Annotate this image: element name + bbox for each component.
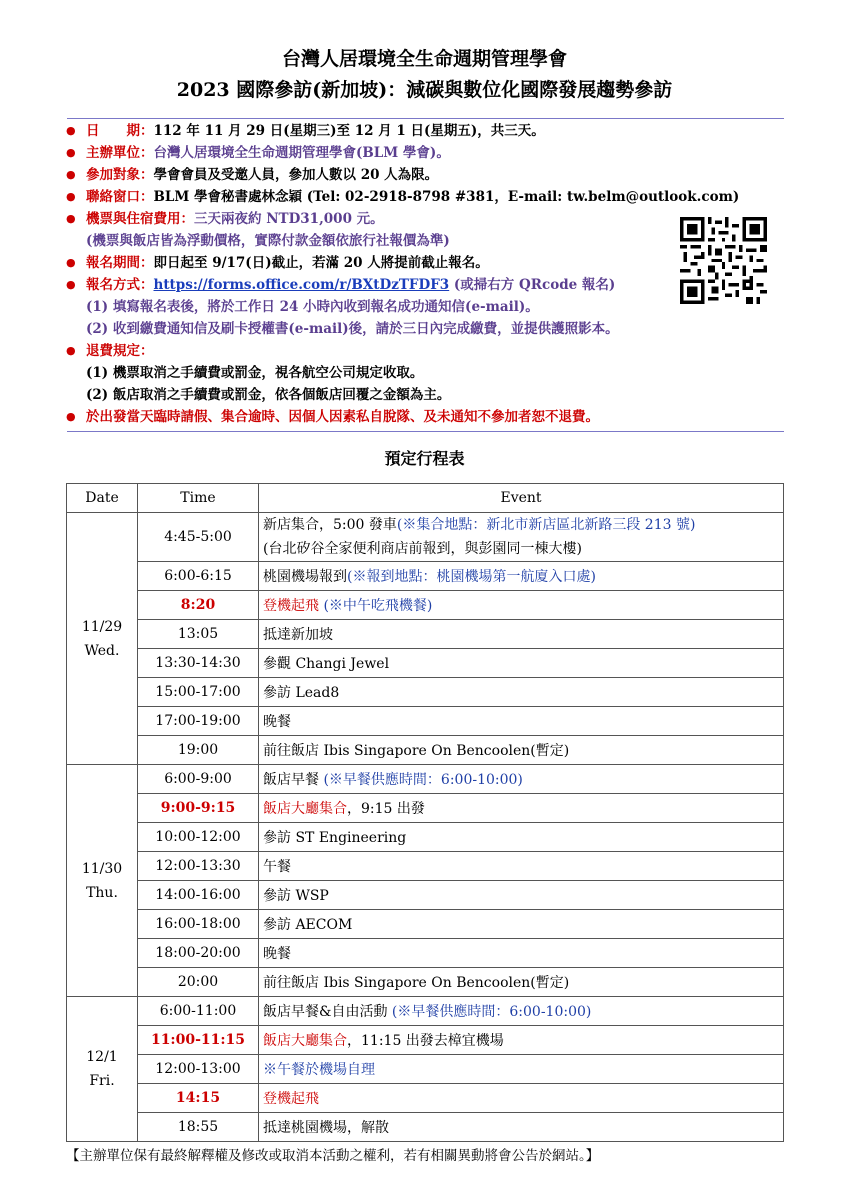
- bullet-icon: ●: [66, 256, 76, 269]
- footer-notice: 【主辦單位保有最終解釋權及修改或取消本活動之權利，若有相關異動將會公告於網站。】: [66, 1148, 600, 1164]
- mid-divider: [67, 431, 784, 432]
- time-cell: 8:20: [138, 591, 259, 620]
- event-cell: 參訪 WSP: [259, 881, 784, 910]
- event-cell: 飯店早餐&自由活動 (※早餐供應時間：6:00-10:00): [259, 997, 784, 1026]
- info-method-note1: (1) 填寫報名表後，將於工作日 24 小時內收到報名成功通知信(e-mail)。: [86, 299, 539, 315]
- table-row: [67, 649, 784, 678]
- event-cell: 飯店早餐 (※早餐供應時間：6:00-10:00): [259, 765, 784, 794]
- table-row: [67, 765, 784, 794]
- table-row: [67, 1084, 784, 1113]
- time-cell: 13:05: [138, 620, 259, 649]
- table-row: [67, 513, 784, 562]
- table-row: [67, 1055, 784, 1084]
- page-title: 台灣人居環境全生命週期管理學會: [281, 48, 567, 70]
- table-row: [67, 1026, 784, 1055]
- event-cell: 午餐: [259, 852, 784, 881]
- event-cell: 晚餐: [259, 939, 784, 968]
- bullet-icon: ●: [66, 124, 76, 137]
- table-row: [67, 707, 784, 736]
- time-cell: 20:00: [138, 968, 259, 997]
- time-cell: 6:00-6:15: [138, 562, 259, 591]
- event-cell: 登機起飛: [259, 1084, 784, 1113]
- event-cell: 前往飯店 Ibis Singapore On Bencoolen(暫定): [259, 736, 784, 765]
- time-cell: 11:00-11:15: [138, 1026, 259, 1055]
- time-cell: 13:30-14:30: [138, 649, 259, 678]
- event-cell: 抵達桃園機場，解散: [259, 1113, 784, 1142]
- date-cell-day3: 12/1 Fri.: [67, 997, 138, 1142]
- bullet-icon: ●: [66, 146, 76, 159]
- info-method-note2: (2) 收到繳費通知信及刷卡授權書(e-mail)後，請於三日內完成繳費，並提供護照影本。: [86, 321, 619, 337]
- time-cell: 14:00-16:00: [138, 881, 259, 910]
- table-row: [67, 678, 784, 707]
- table-row: [67, 823, 784, 852]
- registration-link[interactable]: https://forms.office.com/r/BXtDzTFDF3: [153, 277, 450, 293]
- event-cell: ※午餐於機場自理: [259, 1055, 784, 1084]
- time-cell: 19:00: [138, 736, 259, 765]
- table-header-row: [67, 484, 784, 513]
- time-cell: 10:00-12:00: [138, 823, 259, 852]
- event-cell: 參觀 Changi Jewel: [259, 649, 784, 678]
- time-cell: 16:00-18:00: [138, 910, 259, 939]
- info-section: [66, 120, 786, 428]
- table-row: [67, 852, 784, 881]
- info-warning: ● 於出發當天臨時請假、集合逾時、因個人因素私自脫隊、及未通知不參加者恕不退費。: [66, 406, 786, 428]
- time-cell: 18:00-20:00: [138, 939, 259, 968]
- bullet-icon: ●: [66, 190, 76, 203]
- time-cell: 15:00-17:00: [138, 678, 259, 707]
- bullet-icon: ●: [66, 344, 76, 357]
- schedule-title: 預定行程表: [384, 449, 465, 468]
- bullet-icon: ●: [66, 212, 76, 225]
- table-row: [67, 620, 784, 649]
- table-row: [67, 736, 784, 765]
- bullet-icon: ●: [66, 168, 76, 181]
- col-event-header: Event: [259, 484, 784, 513]
- page-subtitle: 2023 國際參訪(新加坡)：減碳與數位化國際發展趨勢參訪: [176, 79, 673, 101]
- time-cell: 6:00-9:00: [138, 765, 259, 794]
- bullet-icon: ●: [66, 410, 76, 423]
- col-time-header: Time: [138, 484, 259, 513]
- date-cell-day2: 11/30 Thu.: [67, 765, 138, 997]
- table-row: [67, 562, 784, 591]
- event-cell: 登機起飛 (※中午吃飛機餐): [259, 591, 784, 620]
- schedule-table: [66, 483, 784, 1142]
- table-row: [67, 794, 784, 823]
- info-period: ● 報名期間： 即日起至 9/17(日)截止，若滿 20 人將提前截止報名。: [66, 252, 786, 274]
- table-row: [67, 968, 784, 997]
- table-row: [67, 1113, 784, 1142]
- top-divider: [67, 118, 784, 119]
- info-refund: ● 退費規定：: [66, 340, 786, 362]
- table-row: [67, 881, 784, 910]
- time-cell: 14:15: [138, 1084, 259, 1113]
- time-cell: 18:55: [138, 1113, 259, 1142]
- col-date-header: Date: [67, 484, 138, 513]
- time-cell: 4:45-5:00: [138, 513, 259, 562]
- date-cell-day1: 11/29 Wed.: [67, 513, 138, 765]
- event-cell: 前往飯店 Ibis Singapore On Bencoolen(暫定): [259, 968, 784, 997]
- info-contact: ● 聯絡窗口： BLM 學會秘書處林念穎 (Tel: 02-2918-8798 #381，E-mail: tw.belm@outlook.com): [66, 186, 786, 208]
- bullet-icon: ●: [66, 278, 76, 291]
- info-refund-note2: (2) 飯店取消之手續費或罰金，依各個飯店回覆之金額為主。: [86, 387, 451, 403]
- info-refund-note1: (1) 機票取消之手續費或罰金，視各航空公司規定收取。: [86, 365, 424, 381]
- event-cell: 飯店大廳集合，9:15 出發: [259, 794, 784, 823]
- info-method: ● 報名方式： https://forms.office.com/r/BXtDzTFDF3 (或掃右方 QRcode 報名): [66, 274, 786, 296]
- event-cell: 新店集合，5:00 發車(※集合地點：新北市新店區北新路三段 213 號) (台北矽谷全家便利商店前報到，與彭園同一棟大樓): [259, 513, 784, 562]
- event-cell: 飯店大廳集合，11:15 出發去樟宜機場: [259, 1026, 784, 1055]
- info-organizer: ● 主辦單位： 台灣人居環境全生命週期管理學會(BLM 學會)。: [66, 142, 786, 164]
- table-row: [67, 939, 784, 968]
- info-participants: ● 參加對象： 學會會員及受邀人員，參加人數以 20 人為限。: [66, 164, 786, 186]
- event-cell: 桃園機場報到(※報到地點：桃園機場第一航廈入口處): [259, 562, 784, 591]
- table-row: [67, 910, 784, 939]
- table-row: [67, 997, 784, 1026]
- info-fee-note: (機票與飯店皆為浮動價格，實際付款金額依旅行社報價為準): [86, 233, 450, 249]
- time-cell: 9:00-9:15: [138, 794, 259, 823]
- time-cell: 6:00-11:00: [138, 997, 259, 1026]
- time-cell: 12:00-13:30: [138, 852, 259, 881]
- event-cell: 晚餐: [259, 707, 784, 736]
- table-row: [67, 591, 784, 620]
- info-date: ● 日 期： 112 年 11 月 29 日(星期三)至 12 月 1 日(星期五)，共三天。: [66, 120, 786, 142]
- event-cell: 抵達新加坡: [259, 620, 784, 649]
- event-cell: 參訪 Lead8: [259, 678, 784, 707]
- time-cell: 12:00-13:00: [138, 1055, 259, 1084]
- time-cell: 17:00-19:00: [138, 707, 259, 736]
- qrcode-icon[interactable]: [680, 217, 767, 304]
- event-cell: 參訪 ST Engineering: [259, 823, 784, 852]
- info-fee: ● 機票與住宿費用： 三天兩夜約 NTD31,000 元。: [66, 208, 786, 230]
- event-cell: 參訪 AECOM: [259, 910, 784, 939]
